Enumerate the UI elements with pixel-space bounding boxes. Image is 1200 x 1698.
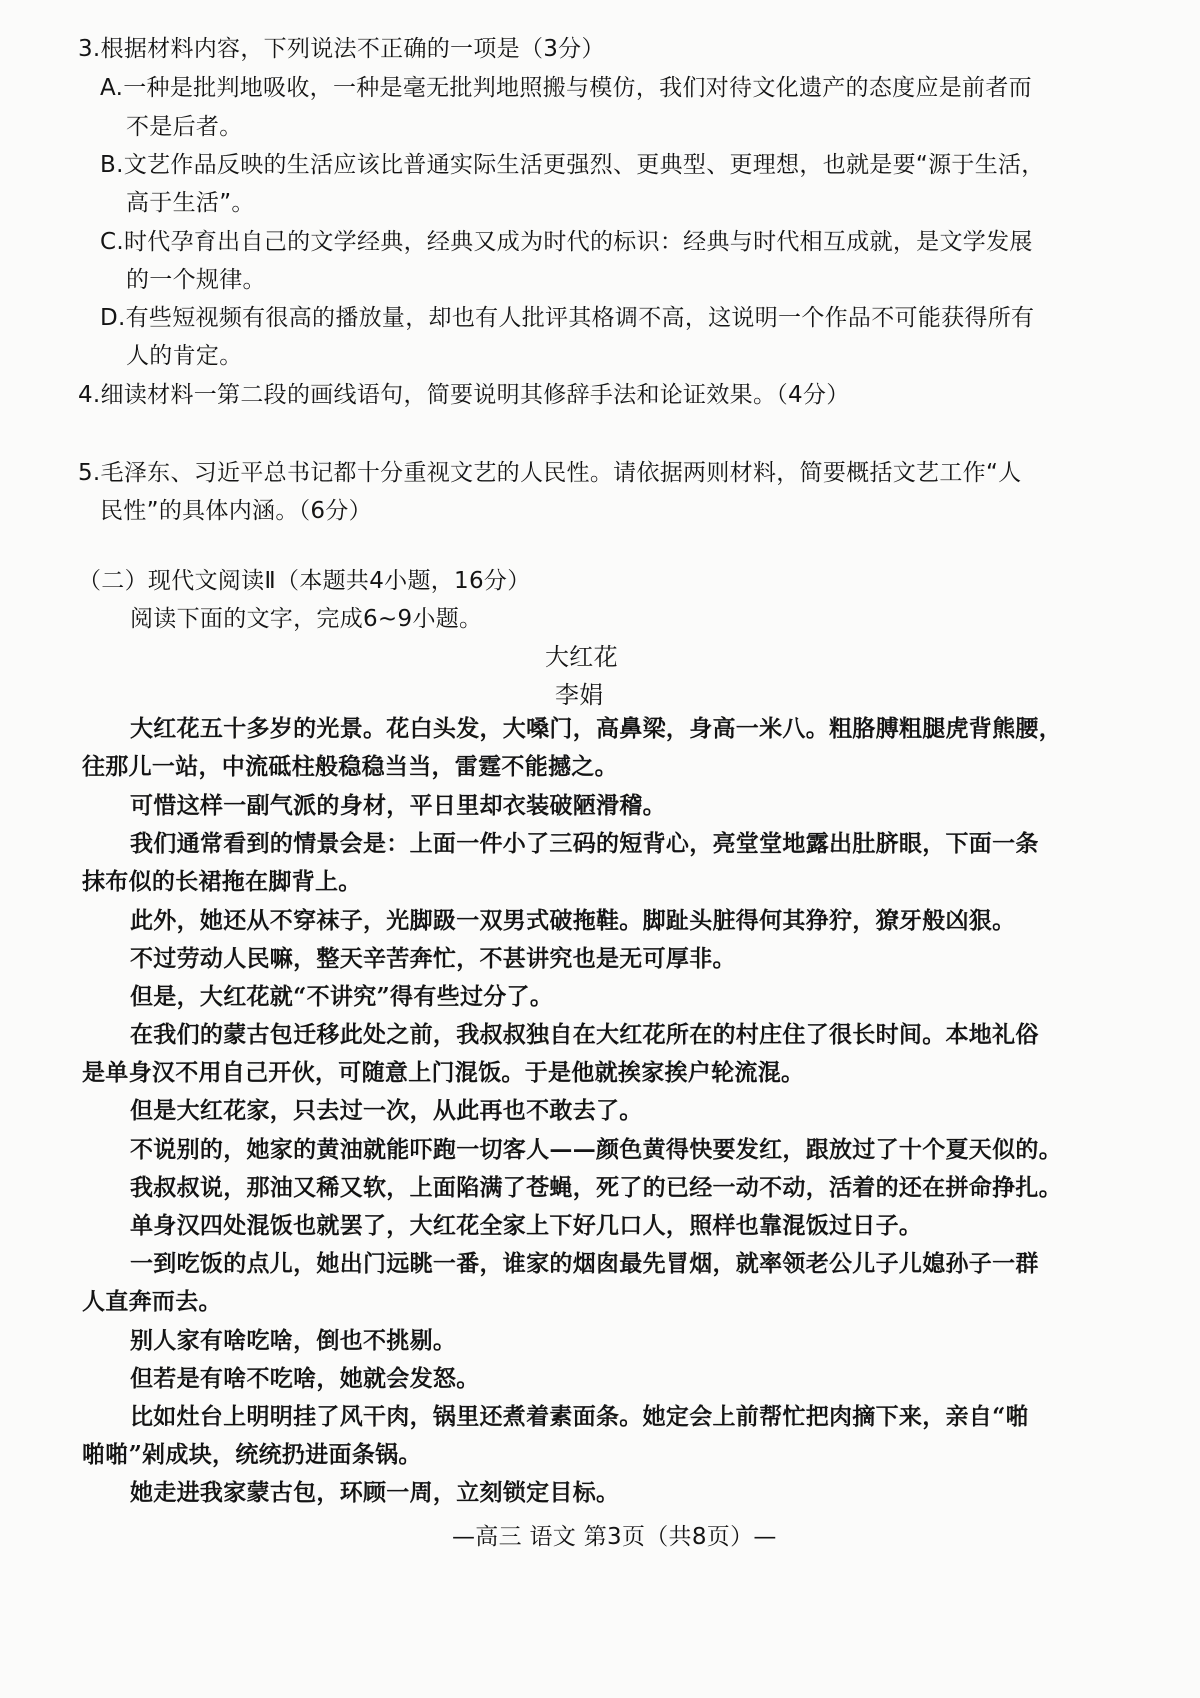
passage-line: 抹布似的长裙拖在脚背上。 — [82, 868, 362, 895]
passage-line: 不过劳动人民嘛，整天辛苦奔忙，不甚讲究也是无可厚非。 — [130, 945, 736, 972]
passage-line: 别人家有啥吃啥，倒也不挑剔。 — [130, 1327, 457, 1354]
passage-line: 不说别的，她家的黄油就能吓跑一切客人——颜色黄得快要发红，跟放过了十个夏天似的。 — [130, 1136, 1062, 1163]
question-3-option-b-cont: 高于生活”。 — [126, 190, 255, 216]
passage-line: 人直奔而去。 — [82, 1288, 222, 1315]
passage-line: 但若是有啥不吃啥，她就会发怒。 — [130, 1365, 480, 1392]
passage-line: 她走进我家蒙古包，环顾一周，立刻锁定目标。 — [130, 1479, 620, 1506]
question-3-stem: 3.根据材料内容，下列说法不正确的一项是（3分） — [78, 36, 605, 62]
page-footer: —高三 语文 第3页（共8页）— — [452, 1524, 777, 1550]
question-3-option-d: D.有些短视频有很高的播放量，却也有人批评其格调不高，这说明一个作品不可能获得所有 — [100, 305, 1035, 331]
passage-line: 我叔叔说，那油又稀又软，上面陷满了苍蝇，死了的已经一动不动，活着的还在拼命挣扎。 — [130, 1174, 1062, 1201]
section-heading: （二）现代文阅读Ⅱ（本题共4小题，16分） — [78, 568, 531, 594]
passage-line: 单身汉四处混饭也就罢了，大红花全家上下好几口人，照样也靠混饭过日子。 — [130, 1212, 923, 1239]
section-instruction: 阅读下面的文字，完成6~9小题。 — [130, 606, 483, 632]
question-3-option-b: B.文艺作品反映的生活应该比普通实际生活更强烈、更典型、更理想，也就是要“源于生活， — [100, 152, 1045, 178]
passage-line: 一到吃饭的点儿，她出门远眺一番，谁家的烟囱最先冒烟，就率领老公儿子儿媳孙子一群 — [130, 1250, 1039, 1277]
question-3-option-d-cont: 人的肯定。 — [126, 343, 243, 369]
passage-line: 往那儿一站，中流砥柱般稳稳当当，雷霆不能撼之。 — [82, 753, 618, 780]
passage-line: 但是大红花家，只去过一次，从此再也不敢去了。 — [130, 1097, 643, 1124]
passage-line: 但是，大红花就“不讲究”得有些过分了。 — [130, 983, 554, 1010]
passage-line: 此外，她还从不穿袜子，光脚趿一双男式破拖鞋。脚趾头脏得何其狰狞，獠牙般凶狠。 — [130, 907, 1016, 934]
question-3-option-c-cont: 的一个规律。 — [126, 267, 266, 293]
article-author: 李娟 — [555, 681, 604, 709]
passage-line: 可惜这样一副气派的身材，平日里却衣装破陋滑稽。 — [130, 792, 666, 819]
question-3-option-a: A.一种是批判地吸收，一种是毫无批判地照搬与模仿，我们对待文化遗产的态度应是前者而 — [100, 75, 1032, 101]
passage-line: 在我们的蒙古包迁移此处之前，我叔叔独自在大红花所在的村庄住了很长时间。本地礼俗 — [130, 1021, 1039, 1048]
passage-line: 是单身汉不用自己开伙，可随意上门混饭。于是他就挨家挨户轮流混。 — [82, 1059, 805, 1086]
question-3-option-a-cont: 不是后者。 — [126, 114, 243, 140]
article-title: 大红花 — [545, 643, 618, 671]
passage-line: 我们通常看到的情景会是：上面一件小了三码的短背心，亮堂堂地露出肚脐眼，下面一条 — [130, 830, 1039, 857]
question-5: 5.毛泽东、习近平总书记都十分重视文艺的人民性。请依据两则材料，简要概括文艺工作“人 — [78, 460, 1022, 486]
question-4: 4.细读材料一第二段的画线语句，简要说明其修辞手法和论证效果。（4分） — [78, 382, 850, 408]
question-5-cont: 民性”的具体内涵。（6分） — [100, 498, 372, 524]
passage-line: 比如灶台上明明挂了风干肉，锅里还煮着素面条。她定会上前帮忙把肉摘下来，亲自“啪 — [130, 1403, 1029, 1430]
question-3-option-c: C.时代孕育出自己的文学经典，经典又成为时代的标识：经典与时代相互成就，是文学发展 — [100, 229, 1033, 255]
passage-line: 大红花五十多岁的光景。花白头发，大嗓门，高鼻梁，身高一米八。粗胳膊粗腿虎背熊腰， — [130, 715, 1062, 742]
passage-line: 啪啪”剁成块，统统扔进面条锅。 — [82, 1441, 422, 1468]
